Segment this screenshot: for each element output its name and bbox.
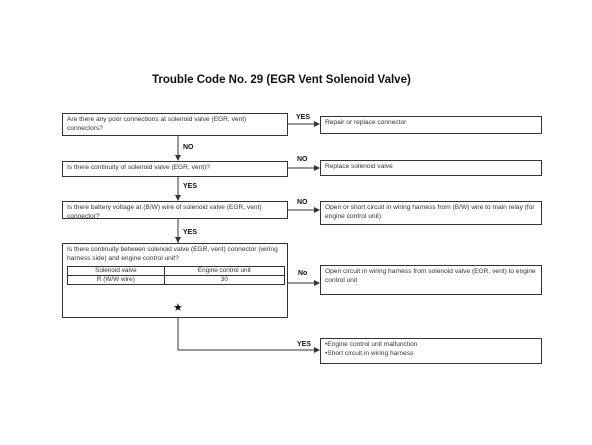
page-title: Trouble Code No. 29 (EGR Vent Solenoid Valve) [152,74,411,86]
table-header-row [68,267,285,276]
q2-yes-label: YES [183,183,198,190]
q4-yes-label: YES [297,341,312,348]
result-5-box [320,338,542,364]
q3-no-label: NO [297,199,308,206]
result-5-line-1: •Engine control unit malfunction [325,341,418,348]
question-1-box [62,113,288,136]
result-5-line-2: •Short circuit in wiring harness [325,349,414,357]
question-3-box [62,201,288,219]
question-1-text: Are there any poor connections at solenoid valve (EGR, vent) connectors? [67,116,247,132]
table-row [68,276,285,285]
question-4-text: Is there continuity between solenoid valve (EGR, vent) connector (wiring harness side) and engine control unit? [67,246,278,262]
q4-no-label: No [298,270,308,277]
question-3-text: Is there battery voltage at (B/W) wire of solenoid valve (EGR, vent) connector? [67,204,262,220]
table-header-cell: Solenoid valve [68,267,165,276]
result-1-text: Repair or replace connector [325,119,407,126]
star-icon: ★ [173,302,183,314]
question-2-text: Is there continuity of solenoid valve (EGR, vent)? [67,164,210,171]
result-2-box [320,160,542,176]
result-2-text: Replace solenoid valve [325,163,393,170]
result-4-text: Open circuit in wiring harness from solenoid valve (EGR, vent) to engine control unit [325,268,536,284]
continuity-table [67,266,285,285]
result-3-text: Open or short circuit in wiring harness from (B/W) wire to main relay (for engine control unit) [325,204,535,220]
result-1-box [320,116,542,134]
question-2-box [62,161,288,177]
result-3-box [320,201,542,225]
q1-no-label: NO [183,144,194,151]
q2-no-label: NO [297,156,308,163]
q1-yes-label: YES [296,114,311,121]
table-cell: 30 [164,276,284,285]
q3-yes-label: YES [183,229,198,236]
table-cell: R (W/W wire) [68,276,165,285]
result-4-box [320,265,542,295]
table-header-cell: Engine control unit [164,267,284,276]
